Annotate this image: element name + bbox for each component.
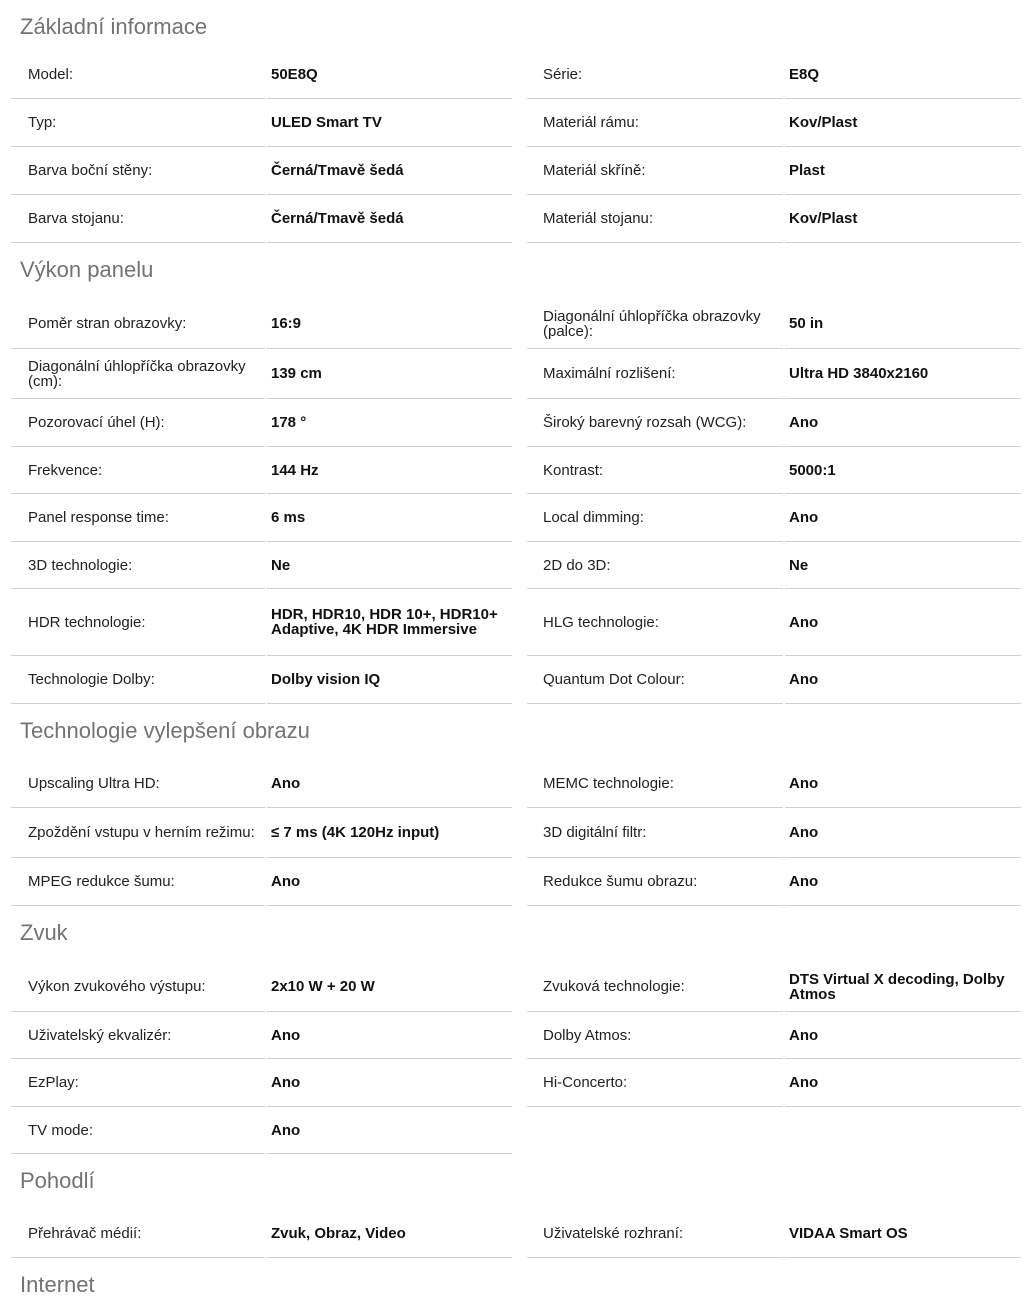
spec-value: Ano	[789, 775, 819, 792]
spec-value: Zvuk, Obraz, Video	[271, 1225, 406, 1242]
spec-row	[527, 962, 1021, 1012]
spec-label: 3D digitální filtr:	[543, 824, 647, 841]
section-title: Pohodlí	[20, 1168, 95, 1193]
spec-value: Ne	[789, 556, 809, 574]
spec-grid	[11, 299, 1036, 704]
spec-section	[0, 704, 1036, 906]
spec-grid	[11, 760, 1036, 906]
spec-value: 2x10 W + 20 W	[271, 978, 375, 995]
spec-row	[11, 589, 512, 656]
spec-value: Ano	[271, 1026, 301, 1044]
spec-value: Kov/Plast	[789, 114, 858, 131]
spec-row	[11, 195, 512, 243]
spec-row	[527, 399, 1021, 447]
spec-value: 144 Hz	[271, 461, 319, 479]
spec-row	[11, 299, 512, 349]
spec-row	[527, 349, 1021, 399]
spec-row	[11, 1012, 512, 1059]
spec-label: Barva stojanu:	[28, 210, 124, 227]
spec-label: Uživatelský ekvalizér:	[28, 1026, 172, 1044]
spec-value: ULED Smart TV	[271, 114, 382, 131]
spec-row	[11, 808, 512, 858]
spec-row	[11, 447, 512, 494]
spec-row	[527, 589, 1021, 656]
spec-row	[527, 1059, 1021, 1107]
spec-value: 6 ms	[271, 509, 306, 526]
spec-row	[11, 399, 512, 447]
spec-row	[527, 808, 1021, 858]
spec-row	[11, 962, 512, 1012]
spec-value: Ano	[789, 414, 819, 431]
spec-label: Uživatelské rozhraní:	[543, 1225, 684, 1242]
spec-value: 50 in	[789, 315, 824, 332]
spec-label: Kontrast:	[543, 461, 604, 479]
spec-label: Zpoždění vstupu v herním režimu:	[28, 824, 255, 841]
spec-row	[527, 542, 1021, 589]
section-title: Zvuk	[20, 920, 68, 945]
spec-row	[11, 1210, 512, 1258]
spec-label: Panel response time:	[28, 509, 169, 526]
spec-label: Quantum Dot Colour:	[543, 671, 685, 688]
spec-label: Barva boční stěny:	[28, 162, 153, 179]
spec-row	[11, 1107, 512, 1154]
spec-row	[11, 349, 512, 399]
spec-label: MEMC technologie:	[543, 775, 674, 792]
spec-label: TV mode:	[28, 1121, 94, 1139]
spec-label: Maximální rozlišení:	[543, 365, 676, 382]
spec-value: VIDAA Smart OS	[789, 1225, 908, 1242]
spec-section	[0, 1154, 1036, 1258]
spec-value: Ano	[789, 873, 819, 890]
spec-label: MPEG redukce šumu:	[28, 873, 175, 890]
spec-label: HLG technologie:	[543, 613, 659, 631]
spec-grid	[11, 962, 1036, 1154]
spec-value: HDR, HDR10, HDR 10+, HDR10+ Adaptive, 4K HDR Immersive	[271, 606, 498, 638]
spec-value: Ultra HD 3840x2160	[789, 365, 929, 382]
spec-row	[11, 656, 512, 704]
spec-label: Frekvence:	[28, 461, 103, 479]
spec-label: HDR technologie:	[28, 613, 146, 631]
spec-row	[11, 858, 512, 906]
spec-value: ≤ 7 ms (4K 120Hz input)	[271, 824, 440, 841]
spec-label: Široký barevný rozsah (WCG):	[543, 414, 747, 431]
spec-value: Ano	[789, 613, 819, 631]
spec-section	[0, 1258, 1036, 1314]
spec-row	[527, 195, 1021, 243]
section-title: Základní informace	[20, 14, 208, 39]
spec-label: Redukce šumu obrazu:	[543, 873, 698, 890]
spec-label: 2D do 3D:	[543, 556, 611, 574]
spec-label: EzPlay:	[28, 1074, 79, 1091]
spec-row	[11, 147, 512, 195]
spec-value: Černá/Tmavě šedá	[271, 210, 404, 227]
spec-value: 178 °	[271, 414, 307, 431]
spec-label: Dolby Atmos:	[543, 1026, 632, 1044]
spec-row	[11, 760, 512, 808]
spec-label: Diagonální úhlopříčka obrazovky (palce):	[543, 307, 761, 340]
spec-row	[527, 494, 1021, 542]
spec-value: Černá/Tmavě šedá	[271, 162, 404, 179]
spec-label: Série:	[543, 66, 583, 83]
spec-label: Typ:	[28, 114, 57, 131]
spec-label: Poměr stran obrazovky:	[28, 315, 187, 332]
spec-value: Ano	[271, 1121, 301, 1139]
spec-value: Ano	[271, 873, 301, 890]
spec-row	[527, 299, 1021, 349]
spec-grid	[11, 51, 1036, 243]
spec-label: Výkon zvukového výstupu:	[28, 978, 206, 995]
spec-label: Local dimming:	[543, 509, 644, 526]
spec-label: Materiál skříně:	[543, 162, 646, 179]
spec-value: 139 cm	[271, 365, 322, 382]
spec-value: Plast	[789, 162, 825, 179]
spec-value: E8Q	[789, 66, 820, 83]
spec-section	[0, 906, 1036, 1154]
spec-row	[527, 147, 1021, 195]
spec-grid	[11, 1210, 1036, 1258]
spec-row	[527, 1210, 1021, 1258]
spec-value: Ano	[271, 775, 301, 792]
spec-value: 16:9	[271, 315, 302, 332]
spec-row	[11, 542, 512, 589]
section-title: Výkon panelu	[20, 257, 154, 282]
spec-row	[527, 760, 1021, 808]
spec-label: Zvuková technologie:	[543, 978, 685, 995]
spec-value: 50E8Q	[271, 66, 318, 83]
spec-value: Dolby vision IQ	[271, 671, 381, 688]
spec-value: Ano	[271, 1074, 301, 1091]
spec-label: Materiál rámu:	[543, 114, 639, 131]
spec-label: Materiál stojanu:	[543, 210, 654, 227]
spec-row	[11, 494, 512, 542]
spec-row-empty	[527, 1107, 1021, 1154]
spec-section	[0, 243, 1036, 704]
spec-label: Hi-Concerto:	[543, 1074, 628, 1091]
spec-row	[11, 51, 512, 99]
spec-row	[527, 447, 1021, 494]
spec-label: Technologie Dolby:	[28, 671, 155, 688]
spec-label: 3D technologie:	[28, 556, 133, 574]
spec-label: Přehrávač médií:	[28, 1225, 142, 1242]
spec-value: Ne	[271, 556, 291, 574]
spec-row	[527, 1012, 1021, 1059]
section-title: Technologie vylepšení obrazu	[20, 718, 310, 743]
spec-value: DTS Virtual X decoding, Dolby Atmos	[789, 970, 1005, 1003]
spec-label: Pozorovací úhel (H):	[28, 414, 165, 431]
spec-value: Ano	[789, 824, 819, 841]
spec-row	[11, 99, 512, 147]
spec-value: Ano	[789, 509, 819, 526]
spec-row	[527, 51, 1021, 99]
spec-value: Kov/Plast	[789, 210, 858, 227]
spec-value: 5000:1	[789, 461, 836, 479]
spec-label: Model:	[28, 66, 74, 83]
spec-label: Upscaling Ultra HD:	[28, 775, 160, 792]
spec-value: Ano	[789, 1074, 819, 1091]
spec-section	[0, 0, 1036, 243]
spec-row	[527, 858, 1021, 906]
spec-value: Ano	[789, 1026, 819, 1044]
spec-row	[11, 1059, 512, 1107]
spec-row	[527, 99, 1021, 147]
spec-row	[527, 656, 1021, 704]
section-title: Internet	[20, 1272, 95, 1297]
spec-value: Ano	[789, 671, 819, 688]
spec-label: Diagonální úhlopříčka obrazovky (cm):	[28, 357, 246, 390]
